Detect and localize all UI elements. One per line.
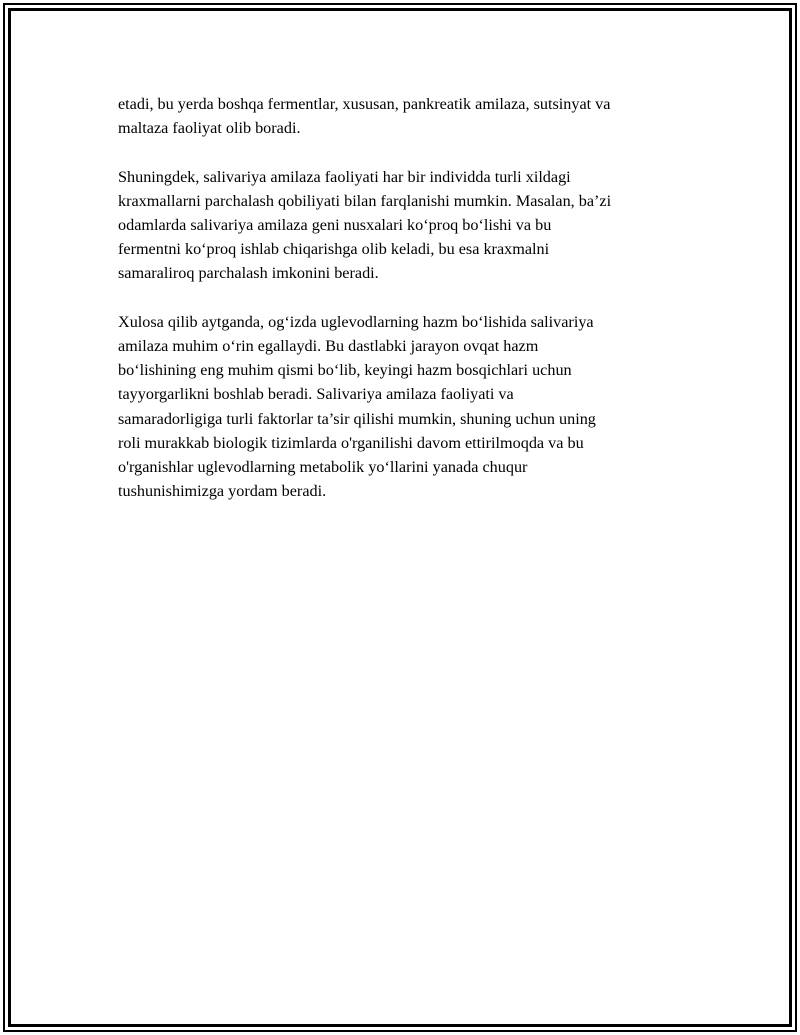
paragraph-continuation: etadi, bu yerda boshqa fermentlar, xususan, pankreatik amilaza, sutsinyat va maltaza faoliyat olib boradi. — [118, 95, 611, 138]
paragraph-amylase-variation: Shuningdek, salivariya amilaza faoliyati har bir individda turli xildagi kraxmallarni parchalash qobiliyati bilan farqlanishi mumkin. Masalan, ba’zi odamlarda salivariya amilaza geni nusxalari ko‘proq bo‘lishi va bu fermentni ko‘proq ishlab chiqarishga olib keladi, bu esa kraxmalni samaraliroq parchalash imkonini beradi. — [118, 167, 612, 283]
document-body — [118, 92, 688, 528]
paragraph-conclusion: Xulosa qilib aytganda, og‘izda uglevodlarning hazm bo‘lishida salivariya amilaza muhim o‘rin egallaydi. Bu dastlabki jarayon ovqat hazm bo‘lishining eng muhim qismi bo‘lib, keyingi hazm bosqichlari uchun tayyorgarlikni boshlab beradi. Salivariya amilaza faoliyati va samaradorligiga turli faktorlar ta’sir qilishi mumkin, shuning uchun uning roli murakkab biologik tizimlarda o'rganilishi davom ettirilmoqda va bu o'rganishlar uglevodlarning metabolik yo‘llarini yanada chuqur tushunishimizga yordam beradi. — [118, 312, 596, 501]
